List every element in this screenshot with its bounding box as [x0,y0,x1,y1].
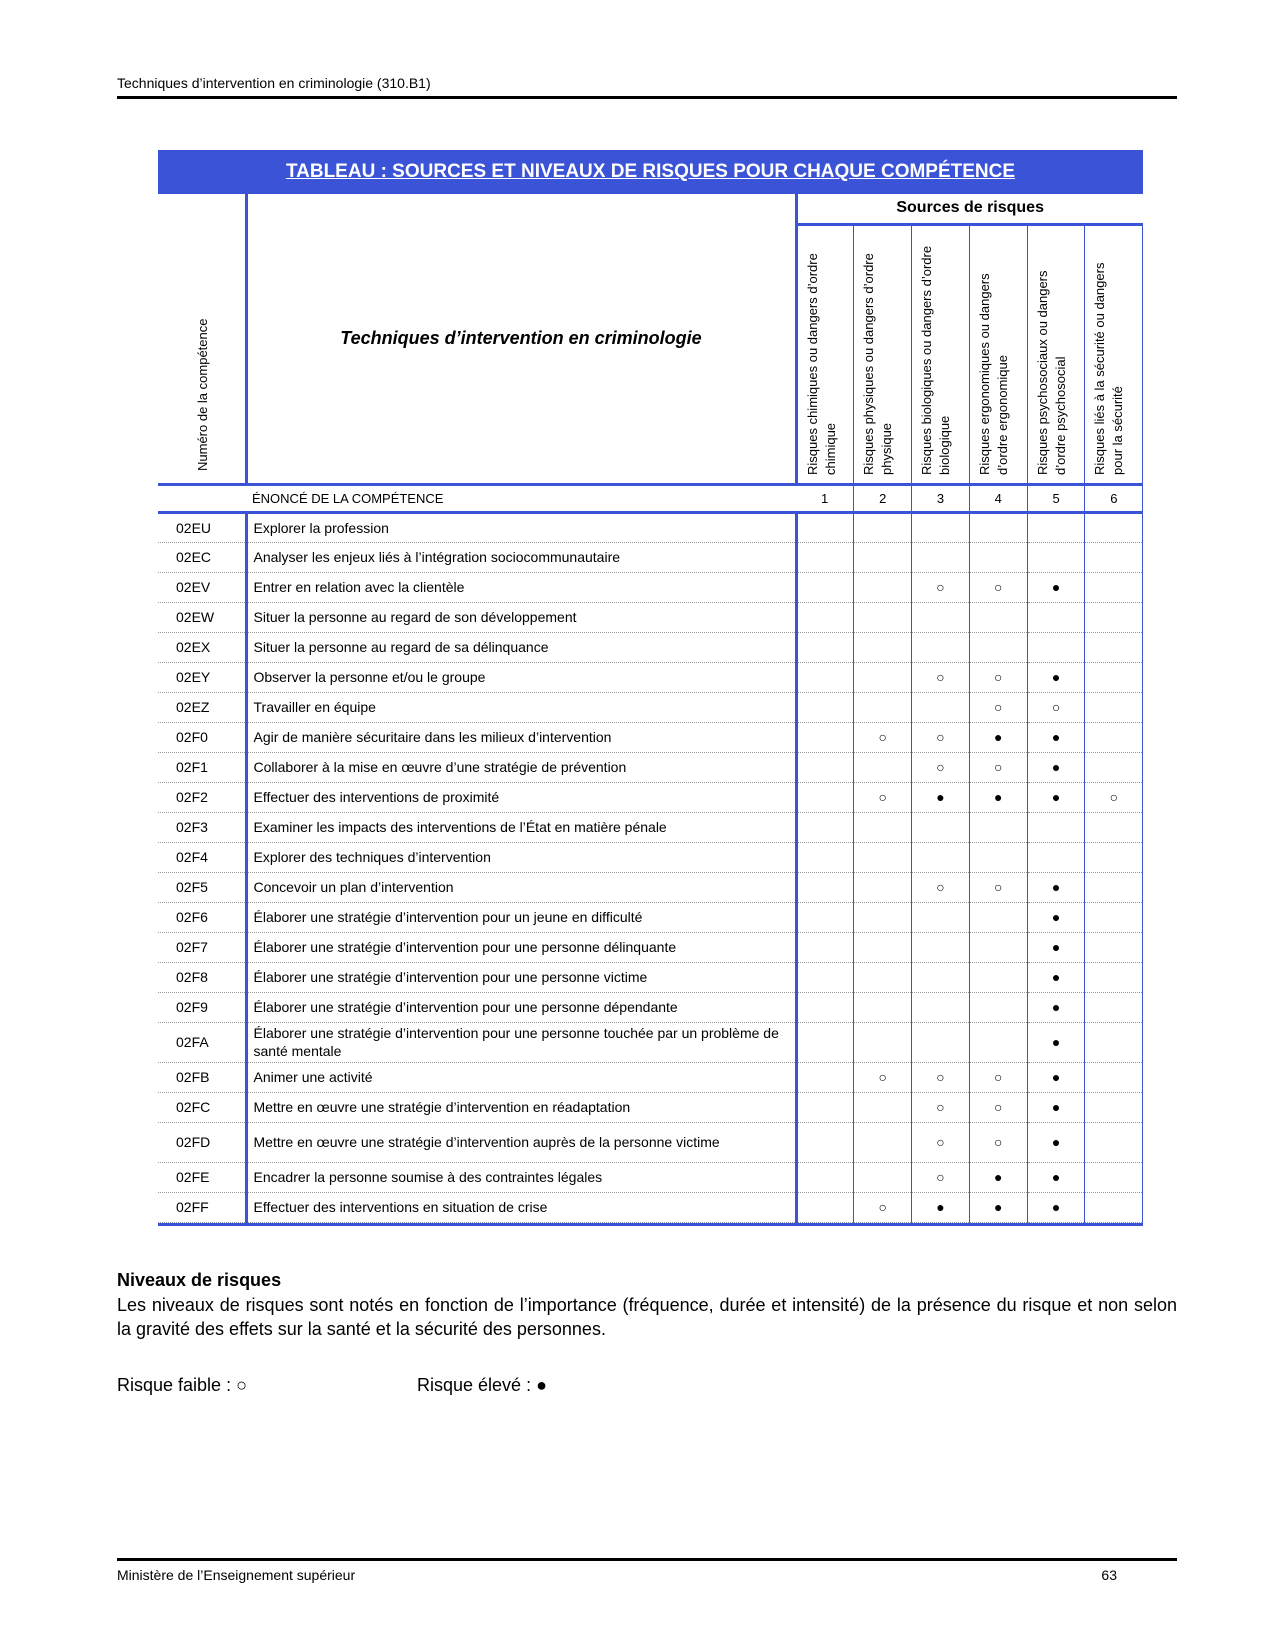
risk-level [1085,632,1143,662]
risk-level: ○ [912,1062,970,1092]
source-header-1 [796,224,854,484]
source-label: Risques psychosociaux ou dangers d’ordre psychosocial [1034,269,1068,475]
risk-level: ○ [912,1122,970,1162]
risk-level: ○ [912,572,970,602]
source-number: 3 [912,484,970,512]
risk-level [1027,602,1085,632]
competence-label: Analyser les enjeux liés à l’intégration sociocommunautaire [246,542,796,572]
source-header-4 [969,224,1027,484]
risk-level [796,572,854,602]
competence-code: 02F2 [158,782,246,812]
risk-level [854,1122,912,1162]
risk-level [912,842,970,872]
source-number: 4 [969,484,1027,512]
risk-level: ○ [912,1092,970,1122]
risk-level [969,962,1027,992]
risk-level [1085,872,1143,902]
enonce-code-cell [158,484,246,512]
risk-table-section [158,150,1143,1226]
source-number: 6 [1085,484,1143,512]
risk-level [1085,1122,1143,1162]
risk-level: ● [1027,722,1085,752]
legend-high: Risque élevé : ● [417,1375,547,1395]
risk-level: ○ [854,1192,912,1222]
table-row [158,602,1143,632]
risk-level: ● [1027,932,1085,962]
risk-level [796,872,854,902]
source-header-3 [912,224,970,484]
risk-level [1027,842,1085,872]
risk-level [796,902,854,932]
risk-level [854,572,912,602]
table-row [158,812,1143,842]
risk-level [796,812,854,842]
table-row [158,632,1143,662]
risk-level: ● [969,1192,1027,1222]
risk-level [854,542,912,572]
risk-level [912,1022,970,1062]
risk-level [1085,752,1143,782]
risk-level [854,962,912,992]
risk-level: ○ [912,722,970,752]
source-label: Risques ergonomiques ou dangers d’ordre ergonomique [976,272,1010,475]
competence-code: 02F7 [158,932,246,962]
risk-level [796,1122,854,1162]
risk-level [796,1022,854,1062]
risk-level: ○ [912,662,970,692]
code-header: Numéro de la compétence [195,318,210,471]
risk-level [1085,692,1143,722]
competence-label: Mettre en œuvre une stratégie d’intervention en réadaptation [246,1092,796,1122]
legend-keys [117,1375,1177,1396]
risk-level [969,812,1027,842]
risk-level [912,542,970,572]
risk-level: ○ [912,752,970,782]
competence-label: Explorer la profession [246,512,796,542]
risk-level [796,1062,854,1092]
risk-level: ○ [1027,692,1085,722]
competence-code: 02FF [158,1192,246,1222]
competence-label: Explorer des techniques d’intervention [246,842,796,872]
competence-code: 02F0 [158,722,246,752]
risk-level [854,1162,912,1192]
enonce-label: ÉNONCÉ DE LA COMPÉTENCE [246,484,796,512]
table-row [158,932,1143,962]
table-row [158,872,1143,902]
competence-label: Observer la personne et/ou le groupe [246,662,796,692]
competence-label: Animer une activité [246,1062,796,1092]
risk-level [1085,1022,1143,1062]
legend-low: Risque faible : ○ [117,1375,247,1395]
risk-level: ● [1027,902,1085,932]
risk-level: ● [1027,1022,1085,1062]
competence-label: Élaborer une stratégie d’intervention pour une personne délinquante [246,932,796,962]
risk-level [1085,1162,1143,1192]
risk-table [158,194,1143,1223]
table-row [158,662,1143,692]
risk-level: ● [1027,1122,1085,1162]
competence-label: Situer la personne au regard de son développement [246,602,796,632]
table-title: TABLEAU : SOURCES ET NIVEAUX DE RISQUES POUR CHAQUE COMPÉTENCE [285,161,1016,182]
competence-code: 02FA [158,1022,246,1062]
source-number: 1 [796,484,854,512]
risk-level: ● [1027,1162,1085,1192]
table-row [158,1062,1143,1092]
code-header-cell [158,194,246,484]
footer-ministry: Ministère de l’Enseignement supérieur [117,1567,356,1583]
competence-code: 02FD [158,1122,246,1162]
risk-level [912,692,970,722]
competence-label: Collaborer à la mise en œuvre d’une stratégie de prévention [246,752,796,782]
risk-level [854,632,912,662]
risk-level [796,512,854,542]
risk-level [1027,632,1085,662]
risk-level [1085,542,1143,572]
table-bottom-rule [158,1223,1143,1226]
competence-label: Encadrer la personne soumise à des contraintes légales [246,1162,796,1192]
legend-title: Niveaux de risques [117,1270,282,1290]
risk-level [1027,512,1085,542]
table-row [158,962,1143,992]
page-footer [117,1558,1177,1584]
risk-level [854,1092,912,1122]
risk-level: ○ [969,872,1027,902]
competence-code: 02EZ [158,692,246,722]
risk-level [1027,812,1085,842]
competence-label: Travailler en équipe [246,692,796,722]
competence-code: 02EU [158,512,246,542]
competence-code: 02EX [158,632,246,662]
risk-level: ○ [912,1162,970,1192]
risk-level: ● [1027,872,1085,902]
competence-code: 02F6 [158,902,246,932]
competence-label: Examiner les impacts des interventions de l’État en matière pénale [246,812,796,842]
competence-label: Entrer en relation avec la clientèle [246,572,796,602]
competence-code: 02FB [158,1062,246,1092]
competence-label: Élaborer une stratégie d’intervention pour une personne victime [246,962,796,992]
risk-level [796,542,854,572]
risk-level: ● [1027,782,1085,812]
competence-code: 02FC [158,1092,246,1122]
table-row [158,992,1143,1022]
risk-level [969,602,1027,632]
risk-level: ● [1027,1062,1085,1092]
risk-level [969,632,1027,662]
competence-label: Élaborer une stratégie d’intervention pour une personne touchée par un problème de santé mentale [246,1022,796,1062]
table-row [158,842,1143,872]
risk-level [796,1092,854,1122]
risk-level: ● [1027,1192,1085,1222]
risk-level: ● [912,1192,970,1222]
risk-level [854,842,912,872]
table-row [158,692,1143,722]
source-header-5 [1027,224,1085,484]
risk-level: ○ [912,872,970,902]
risk-level: ○ [854,722,912,752]
table-row [158,1122,1143,1162]
competence-label: Mettre en œuvre une stratégie d’intervention auprès de la personne victime [246,1122,796,1162]
risk-level: ○ [854,782,912,812]
competence-label: Agir de manière sécuritaire dans les milieux d’intervention [246,722,796,752]
table-row [158,722,1143,752]
risk-level: ● [969,722,1027,752]
table-row [158,572,1143,602]
table-row [158,902,1143,932]
risk-level [796,602,854,632]
risk-level [796,962,854,992]
risk-level [912,512,970,542]
risk-level: ● [1027,572,1085,602]
competence-code: 02F3 [158,812,246,842]
risk-level: ○ [1085,782,1143,812]
risk-level [969,992,1027,1022]
table-row [158,1092,1143,1122]
risk-level [1085,902,1143,932]
legend [117,1270,1177,1396]
risk-level: ○ [969,662,1027,692]
risk-level: ○ [969,692,1027,722]
risk-level [912,902,970,932]
risk-level [796,1162,854,1192]
risk-level: ○ [969,1092,1027,1122]
competence-code: 02F4 [158,842,246,872]
page-number: 63 [1101,1567,1117,1583]
competence-label: Situer la personne au regard de sa délinquance [246,632,796,662]
risk-level [796,932,854,962]
competence-code: 02FE [158,1162,246,1192]
risk-level [969,512,1027,542]
risk-level: ● [912,782,970,812]
risk-level [854,872,912,902]
risk-level [1085,932,1143,962]
source-number: 2 [854,484,912,512]
source-label: Risques physiques ou dangers d’ordre physique [861,252,895,475]
program-title: Techniques d’intervention en criminologie [246,194,796,484]
risk-level [912,992,970,1022]
source-number: 5 [1027,484,1085,512]
risk-level [969,542,1027,572]
risk-level [969,1022,1027,1062]
competence-label: Effectuer des interventions de proximité [246,782,796,812]
risk-level [854,902,912,932]
risk-level: ● [1027,1092,1085,1122]
competence-code: 02F5 [158,872,246,902]
risk-level [854,662,912,692]
risk-level [912,812,970,842]
risk-level: ○ [969,1062,1027,1092]
table-row [158,1192,1143,1222]
risk-level: ● [1027,662,1085,692]
risk-level [1027,542,1085,572]
risk-level [1085,842,1143,872]
risk-level [796,842,854,872]
risk-level [969,932,1027,962]
risk-level [854,752,912,782]
source-label: Risques chimiques ou dangers d’ordre chimique [804,252,838,475]
sources-title: Sources de risques [796,194,1143,224]
risk-level: ○ [969,1122,1027,1162]
risk-level [796,632,854,662]
risk-level: ● [1027,992,1085,1022]
risk-level [796,1192,854,1222]
risk-level [854,992,912,1022]
competence-code: 02F8 [158,962,246,992]
table-row [158,542,1143,572]
risk-level [796,662,854,692]
risk-level [1085,1092,1143,1122]
competence-code: 02F1 [158,752,246,782]
risk-level: ● [1027,962,1085,992]
competence-code: 02EC [158,542,246,572]
risk-level [854,812,912,842]
risk-level [912,932,970,962]
risk-level [1085,602,1143,632]
table-row [158,512,1143,542]
risk-level [969,902,1027,932]
risk-level: ○ [969,752,1027,782]
risk-level [912,632,970,662]
risk-level [854,932,912,962]
risk-level [854,602,912,632]
risk-level [912,602,970,632]
risk-level [796,752,854,782]
legend-text: Les niveaux de risques sont notés en fonction de l’importance (fréquence, durée et intensité) de la présence du risque et non selon la gravité des effets sur la santé et la sécurité des personnes. [117,1295,1177,1339]
risk-level [1085,1192,1143,1222]
table-title-bar [158,150,1143,194]
competence-label: Effectuer des interventions en situation de crise [246,1192,796,1222]
source-label: Risques liés à la sécurité ou dangers pour la sécurité [1092,262,1126,475]
risk-level: ○ [854,1062,912,1092]
risk-level [1085,812,1143,842]
source-header-6 [1085,224,1143,484]
risk-level [1085,1062,1143,1092]
table-row [158,1162,1143,1192]
risk-level [912,962,970,992]
risk-level [796,992,854,1022]
risk-level [969,842,1027,872]
risk-level: ● [969,782,1027,812]
competence-label: Élaborer une stratégie d’intervention pour un jeune en difficulté [246,902,796,932]
source-header-2 [854,224,912,484]
table-row [158,782,1143,812]
page-header [117,75,1177,99]
risk-level [1085,662,1143,692]
table-row [158,1022,1143,1062]
risk-level [854,1022,912,1062]
document-title: Techniques d’intervention en criminologie (310.B1) [117,75,431,91]
competence-code: 02EY [158,662,246,692]
competence-label: Élaborer une stratégie d’intervention pour une personne dépendante [246,992,796,1022]
source-label: Risques biologiques ou dangers d’ordre biologique [919,245,953,475]
risk-level [1085,992,1143,1022]
competence-code: 02EV [158,572,246,602]
risk-level [796,782,854,812]
risk-level [854,512,912,542]
risk-level: ● [1027,752,1085,782]
risk-level [1085,572,1143,602]
risk-level [854,692,912,722]
table-row [158,752,1143,782]
competence-code: 02F9 [158,992,246,1022]
risk-level [1085,512,1143,542]
risk-level [796,692,854,722]
competence-label: Concevoir un plan d’intervention [246,872,796,902]
risk-level: ● [969,1162,1027,1192]
risk-level: ○ [969,572,1027,602]
competence-code: 02EW [158,602,246,632]
risk-level [1085,722,1143,752]
risk-level [796,722,854,752]
risk-level [1085,962,1143,992]
